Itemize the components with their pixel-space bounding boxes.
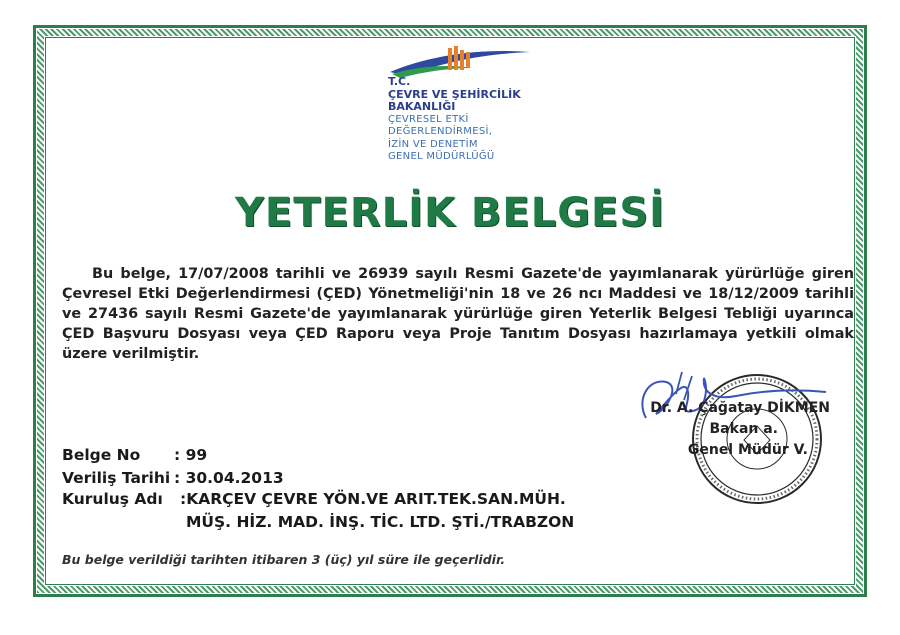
dept-line-1: ÇEVRESEL ETKİ [388,113,469,125]
ministry-line-tc: T.C. [388,75,411,88]
ministry-line-name: ÇEVRE VE ŞEHİRCİLİK [388,87,521,101]
kurulus-label: Kuruluş Adı [62,490,163,508]
kurulus-value-2: MÜŞ. HİZ. MAD. İNŞ. TİC. LTD. ŞTİ./TRABZON [186,513,575,531]
dept-line-3: İZİN VE DENETİM [388,138,478,150]
signatory-name: Dr. A. Çağatay DİKMEN [650,400,830,416]
belge-no-value: : 99 [174,446,208,464]
dept-line-4: GENEL MÜDÜRLÜĞÜ [388,151,495,162]
verilis-label: Veriliş Tarihi [62,469,171,487]
signatory-role-2: Genel Müdür V. [687,442,808,458]
certificate-title: YETERLİK BELGESİ [234,190,666,236]
ministry-line-bakanlik: BAKANLIĞI [388,100,456,113]
belge-no-label: Belge No [62,446,141,464]
signatory-role-1: Bakan a. [709,421,778,437]
ministry-header [388,76,521,164]
verilis-value: : 30.04.2013 [174,469,284,487]
certificate-body [62,264,854,364]
kurulus-value-1: :KARÇEV ÇEVRE YÖN.VE ARIT.TEK.SAN.MÜH. [180,490,566,508]
body-text: Bu belge, 17/07/2008 tarihli ve 26939 sayılı Resmi Gazete'de yayımlanarak yürürlüğe giren Çevresel Etki Değerlendirmesi (ÇED) Yönetmeliği'nin 18 ve 26 ncı Maddesi ve 18/12/2009 tarihli ve 27436 sayılı Resmi Gazete'de yayımlanarak yürürlüğe giren Yeterlik Belgesi Tebliği uyarınca ÇED Başvuru Dosyası veya ÇED Raporu veya Proje Tanıtım Dosyası hazırlamaya yetkili olmak üzere verilmiştir. [62,266,854,362]
dept-line-2: DEĞERLENDİRMESİ, [388,126,493,137]
validity-note: Bu belge verildiği tarihten itibaren 3 (üç) yıl süre ile geçerlidir. [62,552,506,567]
signatory-block [600,398,830,461]
